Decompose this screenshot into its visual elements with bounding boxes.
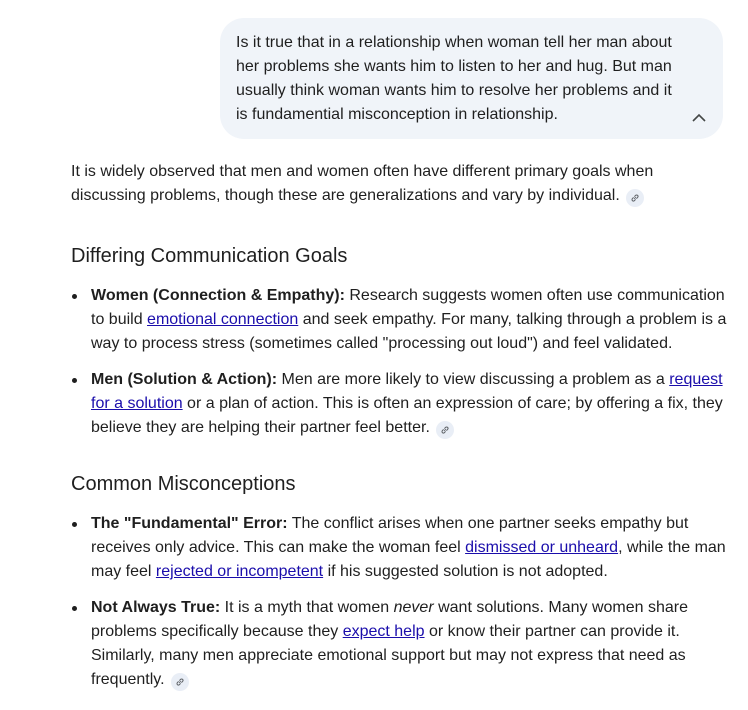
- response-body: [71, 160, 731, 692]
- expect-help-link[interactable]: expect help: [342, 623, 425, 640]
- list-item-text: or know their partner can provide it. Similarly, many men appreciate emotional support but may not express that need as frequently.: [91, 623, 686, 688]
- dismissed-or-unheard-link[interactable]: dismissed or unheard: [465, 539, 619, 556]
- emotional-connection-link[interactable]: emotional connection: [147, 311, 299, 328]
- list-item-text: The conflict arises when one partner seeks empathy but receives only advice. This can make the woman feel: [91, 515, 689, 556]
- list-item-text: if his suggested solution is not adopted.: [323, 563, 608, 580]
- list-item-title: The "Fundamental" Error:: [91, 515, 288, 532]
- list-item-title: Women (Connection & Empathy):: [91, 287, 345, 304]
- request-for-solution-link[interactable]: request for a solution: [91, 371, 723, 412]
- list-item-title: Not Always True:: [91, 599, 221, 616]
- list-item-text: want solutions. Many women share problems specifically because they: [91, 599, 688, 640]
- list-item-text: and seek empathy. For many, talking through a problem is a way to process stress (sometimes called "processing out loud") and feel validated.: [91, 311, 727, 352]
- list-item-text: It is a myth that women: [220, 599, 394, 616]
- list-item: [71, 284, 731, 356]
- list-item-text: , while the man may feel: [91, 539, 726, 580]
- list-item-text: Men are more likely to view discussing a problem as a: [277, 371, 670, 388]
- rejected-or-incompetent-link[interactable]: rejected or incompetent: [155, 563, 324, 580]
- user-message-bubble: [220, 18, 723, 139]
- list-item-title: Men (Solution & Action):: [91, 371, 278, 388]
- emphasis-text: never: [393, 599, 434, 616]
- user-message-text: Is it true that in a relationship when woman tell her man about her problems she wants him to listen to her and hug. But man usually think woman wants him to resolve her problems and it is fundamential misconception in relationship.: [236, 34, 672, 123]
- list-item-text: or a plan of action. This is often an expression of care; by offering a fix, they believe they are helping their partner feel better.: [91, 395, 723, 436]
- link-icon[interactable]: [171, 673, 189, 691]
- list-item: [71, 512, 731, 584]
- section-heading-misconceptions: Common Misconceptions: [71, 473, 296, 495]
- goals-list: [71, 284, 731, 440]
- intro-paragraph: [71, 160, 731, 208]
- list-item-text: Research suggests women often use communication to build: [91, 287, 725, 328]
- link-icon[interactable]: [436, 421, 454, 439]
- section-heading-goals: Differing Communication Goals: [71, 245, 348, 267]
- chevron-up-icon[interactable]: [689, 107, 709, 127]
- link-icon[interactable]: [626, 189, 644, 207]
- misconceptions-list: [71, 512, 731, 692]
- list-item: [71, 596, 731, 692]
- list-item: [71, 368, 731, 440]
- intro-text: It is widely observed that men and women often have different primary goals when discussing problems, though these are generalizations and vary by individual.: [71, 163, 654, 204]
